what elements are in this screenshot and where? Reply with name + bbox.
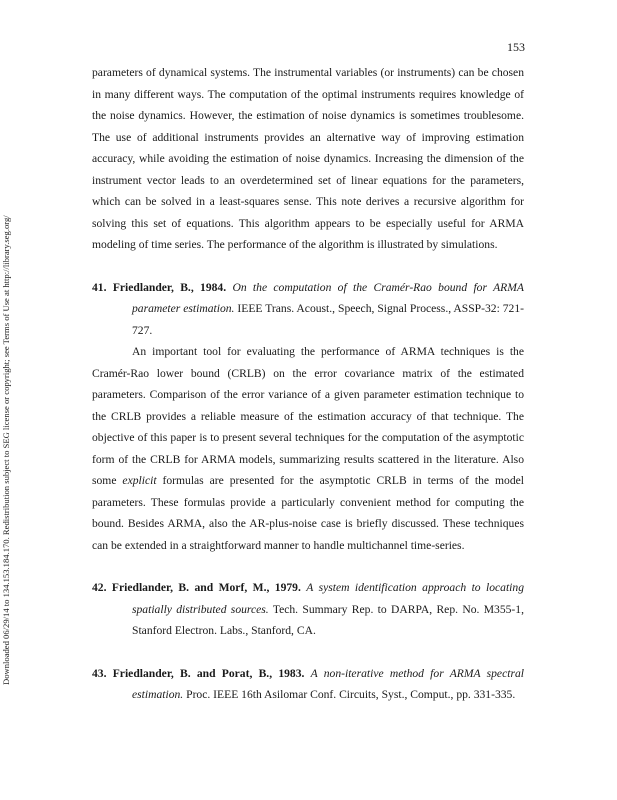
reference-entry-42 bbox=[92, 577, 524, 642]
reference-source: Tech. Summary Rep. to DARPA, Rep. No. M355-1, Stanford Electron. Labs., Stanford, CA. bbox=[132, 602, 524, 637]
page-body bbox=[92, 62, 524, 706]
reference-source: IEEE Trans. Acoust., Speech, Signal Process., ASSP-32: 721-727. bbox=[132, 302, 525, 337]
reference-title: A system identification approach to locating spatially distributed sources. bbox=[132, 581, 524, 616]
intro-paragraph: parameters of dynamical systems. The instrumental variables (or instruments) can be chosen in many different ways. The computation of the optimal instruments requires knowledge of the noise dynamics. However, the estimation of noise dynamics is sometimes troublesome. The use of additional instruments provides an alternative way of improving estimation accuracy, while avoiding the estimation of noise dynamics. Increasing the dimension of the instrument vector leads to an overdetermined set of linear equations for the parameters, which can be solved in a least-squares sense. This note derives a recursive algorithm for solving this set of equations. This algorithm appears to be especially useful for ARMA modeling of time series. The performance of the algorithm is illustrated by simulations. bbox=[92, 66, 524, 251]
reference-number: 41. bbox=[92, 280, 107, 294]
reference-heading bbox=[92, 577, 524, 642]
reference-authors: Friedlander, B. and Morf, M., 1979. bbox=[111, 581, 301, 594]
reference-authors: Friedlander, B., 1984. bbox=[112, 280, 227, 294]
download-notice-text: Downloaded 06/29/14 to 134.153.184.170. Redistribution subject to SEG license or copyright; see Terms of Use at http://library.seg.org/ bbox=[1, 215, 11, 685]
abstract-text: An important tool for evaluating the performance of ARMA techniques is the Cramér-Rao lower bound (CRLB) on the error covariance matrix of the estimated parameters. Comparison of the error variance of a given parameter estimation technique to the CRLB provides a reliable measure of the estimation accuracy of that technique. The objective of this paper is to present several techniques for the computation of the asymptotic form of the CRLB for ARMA models, summarizing results scattered in the literature. Also some bbox=[92, 345, 524, 487]
download-notice bbox=[0, 0, 14, 800]
reference-entry-41 bbox=[92, 277, 524, 557]
reference-abstract bbox=[92, 341, 524, 556]
reference-heading bbox=[92, 663, 524, 706]
abstract-emphasis: explicit bbox=[122, 474, 157, 487]
page-number: 153 bbox=[507, 40, 525, 54]
reference-number: 43. bbox=[92, 666, 107, 680]
reference-authors: Friedlander, B. and Porat, B., 1983. bbox=[112, 666, 305, 680]
reference-source: Proc. IEEE 16th Asilomar Conf. Circuits, Syst., Comput., pp. 331-335. bbox=[186, 688, 516, 701]
abstract-text-continued: formulas are presented for the asymptotic CRLB in terms of the model parameters. These formulas provide a particularly convenient method for computing the bound. Besides ARMA, also the AR-plus-noise case is briefly discussed. These techniques can be extended in a straightforward manner to handle multichannel time-series. bbox=[92, 474, 524, 552]
reference-entry-43 bbox=[92, 663, 524, 706]
reference-title: On the computation of the Cramér-Rao bound for ARMA parameter estimation. bbox=[132, 280, 524, 315]
reference-title: A non-iterative method for ARMA spectral estimation. bbox=[132, 666, 524, 701]
reference-number: 42. bbox=[92, 581, 107, 594]
reference-heading bbox=[92, 277, 524, 342]
